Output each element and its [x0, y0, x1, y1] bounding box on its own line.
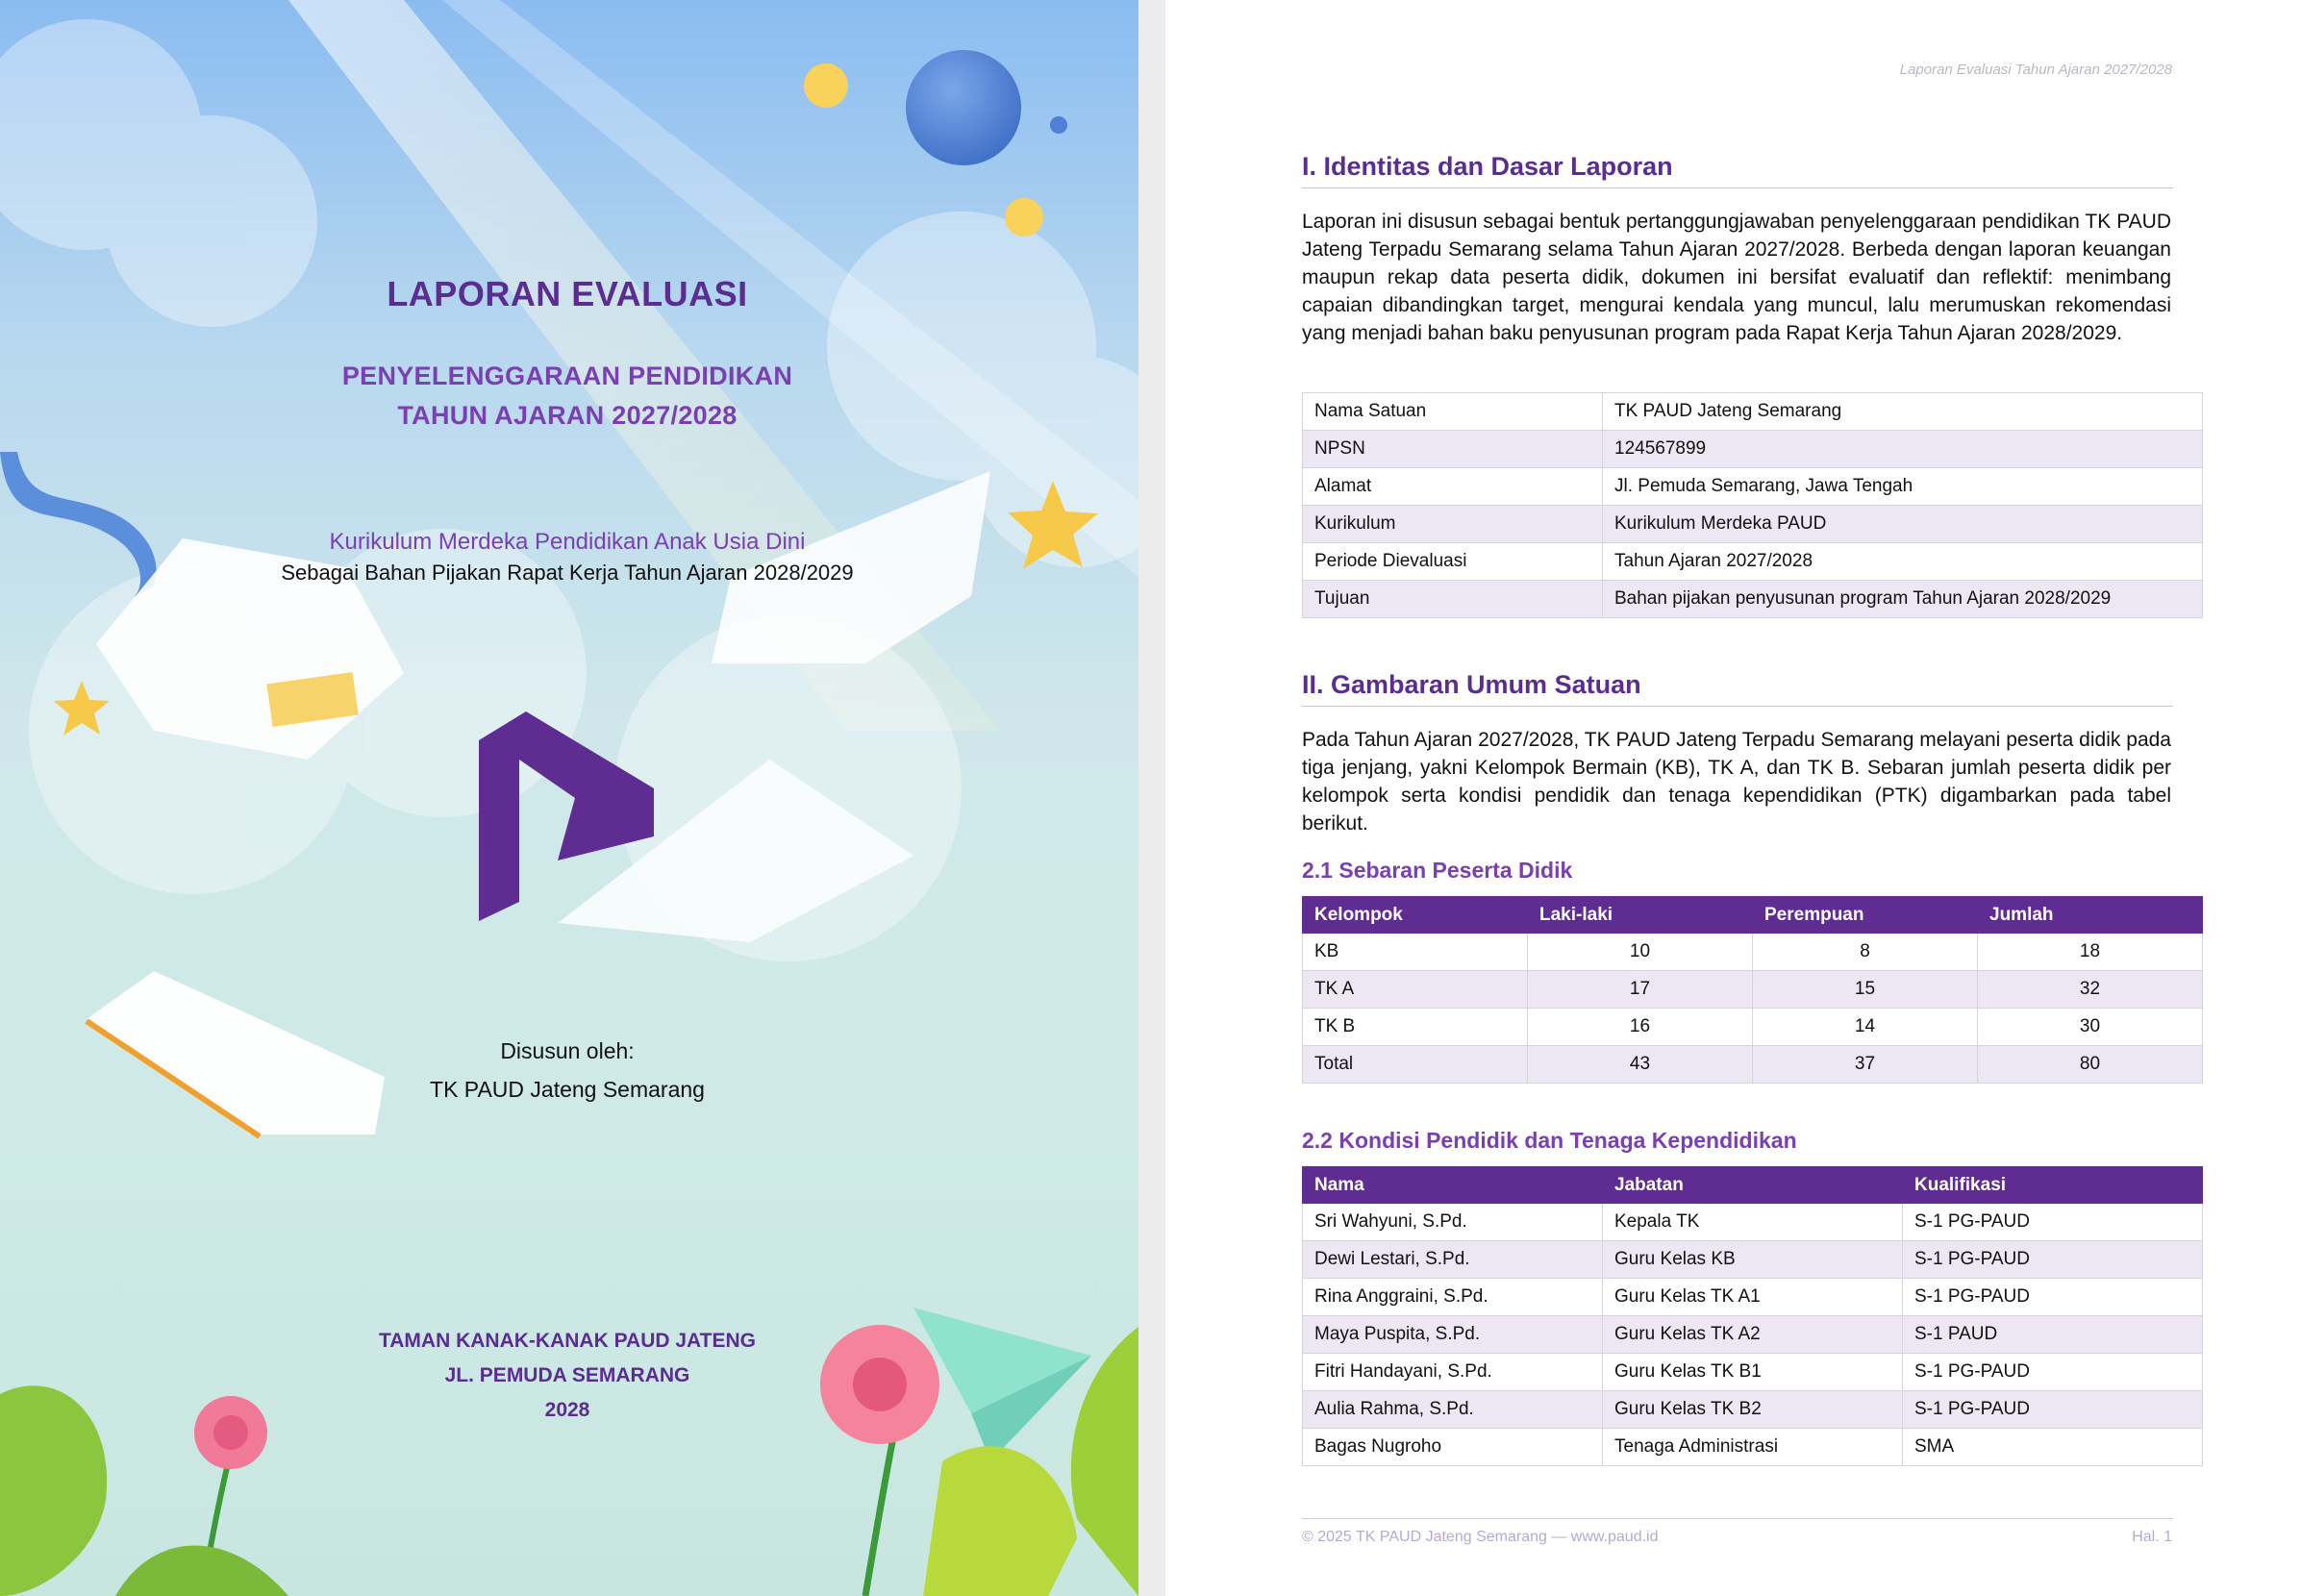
- table-row: [1303, 543, 2203, 581]
- table-cell: Guru Kelas TK B1: [1603, 1354, 1903, 1391]
- table-row: [1303, 934, 2203, 971]
- sun-dot-icon: [804, 63, 848, 108]
- table-cell: S-1 PG-PAUD: [1903, 1204, 2203, 1241]
- table-cell: 30: [1978, 1009, 2203, 1046]
- table-row: [1303, 1279, 2203, 1316]
- identity-value: TK PAUD Jateng Semarang: [1603, 393, 2203, 431]
- table-cell: 15: [1753, 971, 1978, 1009]
- table-row: [1303, 971, 2203, 1009]
- table-cell: Kepala TK: [1603, 1204, 1903, 1241]
- table-cell: 80: [1978, 1046, 2203, 1084]
- cover-title: LAPORAN EVALUASI: [387, 274, 748, 313]
- table-cell: 14: [1753, 1009, 1978, 1046]
- table-cell: S-1 PAUD: [1903, 1316, 2203, 1354]
- identity-value: Bahan pijakan penyusunan program Tahun Ajaran 2028/2029: [1603, 581, 2203, 618]
- table-cell: Guru Kelas TK A1: [1603, 1279, 1903, 1316]
- cover-subtitle-year: TAHUN AJARAN 2027/2028: [397, 401, 738, 430]
- identity-label: Kurikulum: [1303, 506, 1603, 543]
- column-header: Kualifikasi: [1903, 1167, 2203, 1204]
- table-cell: SMA: [1903, 1429, 2203, 1466]
- table-cell: Sri Wahyuni, S.Pd.: [1303, 1204, 1603, 1241]
- cover-subtitle: PENYELENGGARAAN PENDIDIKAN: [341, 362, 793, 390]
- cover-author-label: Disusun oleh:: [500, 1038, 635, 1063]
- cover-purpose: Sebagai Bahan Pijakan Rapat Kerja Tahun Ajaran 2028/2029: [281, 561, 854, 585]
- table-cell: 37: [1753, 1046, 1978, 1084]
- students-table: [1302, 896, 2203, 1084]
- staff-table: [1302, 1166, 2203, 1466]
- identity-label: Periode Dievaluasi: [1303, 543, 1603, 581]
- table-cell: Total: [1303, 1046, 1528, 1084]
- table-cell: TK A: [1303, 971, 1528, 1009]
- cover-kurikulum: Kurikulum Merdeka Pendidikan Anak Usia Dini: [329, 529, 806, 555]
- section-paragraph-gambaran: Pada Tahun Ajaran 2027/2028, TK PAUD Jateng Terpadu Semarang melayani peserta didik pada tiga jenjang, yakni Kelompok Bermain (KB), TK A, dan TK B. Sebaran jumlah peserta didik per kelompok serta kondisi pendidik dan tenaga kependidikan (PTK) digambarkan pada tabel berikut.: [1302, 729, 2171, 835]
- footer-copyright: © 2025 TK PAUD Jateng Semarang — www.paud.id: [1302, 1529, 1659, 1545]
- table-cell: TK B: [1303, 1009, 1528, 1046]
- cover-illustration: [0, 0, 1138, 1596]
- footer-divider: [1302, 1518, 2173, 1519]
- table-cell: Fitri Handayani, S.Pd.: [1303, 1354, 1603, 1391]
- cover-institution: TAMAN KANAK-KANAK PAUD JATENG: [379, 1330, 756, 1352]
- paper-plane-icon: [913, 1308, 1091, 1413]
- column-header: Nama: [1303, 1167, 1603, 1204]
- table-cell: S-1 PG-PAUD: [1903, 1279, 2203, 1316]
- identity-label: Nama Satuan: [1303, 393, 1603, 431]
- cover-page: [0, 0, 1138, 1596]
- table-cell: Aulia Rahma, S.Pd.: [1303, 1391, 1603, 1429]
- table-cell: Guru Kelas TK B2: [1603, 1391, 1903, 1429]
- table-cell: 18: [1978, 934, 2203, 971]
- identity-label: NPSN: [1303, 431, 1603, 468]
- table-row: [1303, 393, 2203, 431]
- table-row: [1303, 1046, 2203, 1084]
- content-page: [1165, 0, 2301, 1596]
- sun-dot-icon: [1005, 198, 1043, 237]
- table-row: [1303, 431, 2203, 468]
- column-header: Kelompok: [1303, 897, 1528, 934]
- table-cell: 8: [1753, 934, 1978, 971]
- identity-label: Tujuan: [1303, 581, 1603, 618]
- table-cell: 10: [1528, 934, 1753, 971]
- table-cell: S-1 PG-PAUD: [1903, 1391, 2203, 1429]
- table-row: [1303, 1391, 2203, 1429]
- page-gutter: [1138, 0, 1165, 1596]
- table-row: [1303, 1204, 2203, 1241]
- subsection-heading-ptk: 2.2 Kondisi Pendidik dan Tenaga Kependidikan: [1302, 1128, 1797, 1153]
- column-header: Jumlah: [1978, 897, 2203, 934]
- cover-address: JL. PEMUDA SEMARANG: [444, 1364, 690, 1386]
- identity-label: Alamat: [1303, 468, 1603, 506]
- identity-value: 124567899: [1603, 431, 2203, 468]
- column-header: Laki-laki: [1528, 897, 1753, 934]
- table-row: [1303, 1316, 2203, 1354]
- column-header: Jabatan: [1603, 1167, 1903, 1204]
- table-row: [1303, 1354, 2203, 1391]
- section-heading-identitas: I. Identitas dan Dasar Laporan: [1302, 152, 2173, 188]
- table-cell: Bagas Nugroho: [1303, 1429, 1603, 1466]
- section-heading-gambaran: II. Gambaran Umum Satuan: [1302, 670, 2173, 707]
- table-cell: 32: [1978, 971, 2203, 1009]
- table-cell: Guru Kelas TK A2: [1603, 1316, 1903, 1354]
- table-row: [1303, 1241, 2203, 1279]
- table-cell: S-1 PG-PAUD: [1903, 1241, 2203, 1279]
- table-cell: Guru Kelas KB: [1603, 1241, 1903, 1279]
- table-cell: KB: [1303, 934, 1528, 971]
- identity-value: Jl. Pemuda Semarang, Jawa Tengah: [1603, 468, 2203, 506]
- subsection-heading-peserta: 2.1 Sebaran Peserta Didik: [1302, 858, 1573, 883]
- table-cell: 43: [1528, 1046, 1753, 1084]
- dot-icon: [1050, 116, 1067, 134]
- table-cell: 17: [1528, 971, 1753, 1009]
- table-cell: Maya Puspita, S.Pd.: [1303, 1316, 1603, 1354]
- table-row: [1303, 468, 2203, 506]
- identity-value: Tahun Ajaran 2027/2028: [1603, 543, 2203, 581]
- table-cell: Tenaga Administrasi: [1603, 1429, 1903, 1466]
- cover-author: TK PAUD Jateng Semarang: [430, 1077, 705, 1102]
- identity-value: Kurikulum Merdeka PAUD: [1603, 506, 2203, 543]
- running-header: Laporan Evaluasi Tahun Ajaran 2027/2028: [1899, 62, 2172, 78]
- column-header: Perempuan: [1753, 897, 1978, 934]
- table-cell: S-1 PG-PAUD: [1903, 1354, 2203, 1391]
- table-cell: Dewi Lestari, S.Pd.: [1303, 1241, 1603, 1279]
- table-row: [1303, 581, 2203, 618]
- cover-year: 2028: [544, 1399, 590, 1421]
- planet-icon: [906, 50, 1021, 165]
- table-cell: 16: [1528, 1009, 1753, 1046]
- footer-page-number: Hal. 1: [2132, 1529, 2172, 1545]
- identity-table: [1302, 392, 2203, 618]
- table-row: [1303, 506, 2203, 543]
- table-row: [1303, 1429, 2203, 1466]
- section-paragraph-identitas: Laporan ini disusun sebagai bentuk pertanggungjawaban penyelenggaraan pendidikan TK PAUD Jateng Terpadu Semarang selama Tahun Ajaran 2027/2028. Berbeda dengan laporan keuangan maupun rekap data peserta didik, dokumen ini bersifat evaluatif dan reflektif: menimbang capaian dibandingkan target, mengurai kendala yang muncul, lalu merumuskan rekomendasi yang menjadi bahan baku penyusunan program pada Rapat Kerja Tahun Ajaran 2028/2029.: [1302, 211, 2171, 344]
- table-cell: Rina Anggraini, S.Pd.: [1303, 1279, 1603, 1316]
- table-row: [1303, 1009, 2203, 1046]
